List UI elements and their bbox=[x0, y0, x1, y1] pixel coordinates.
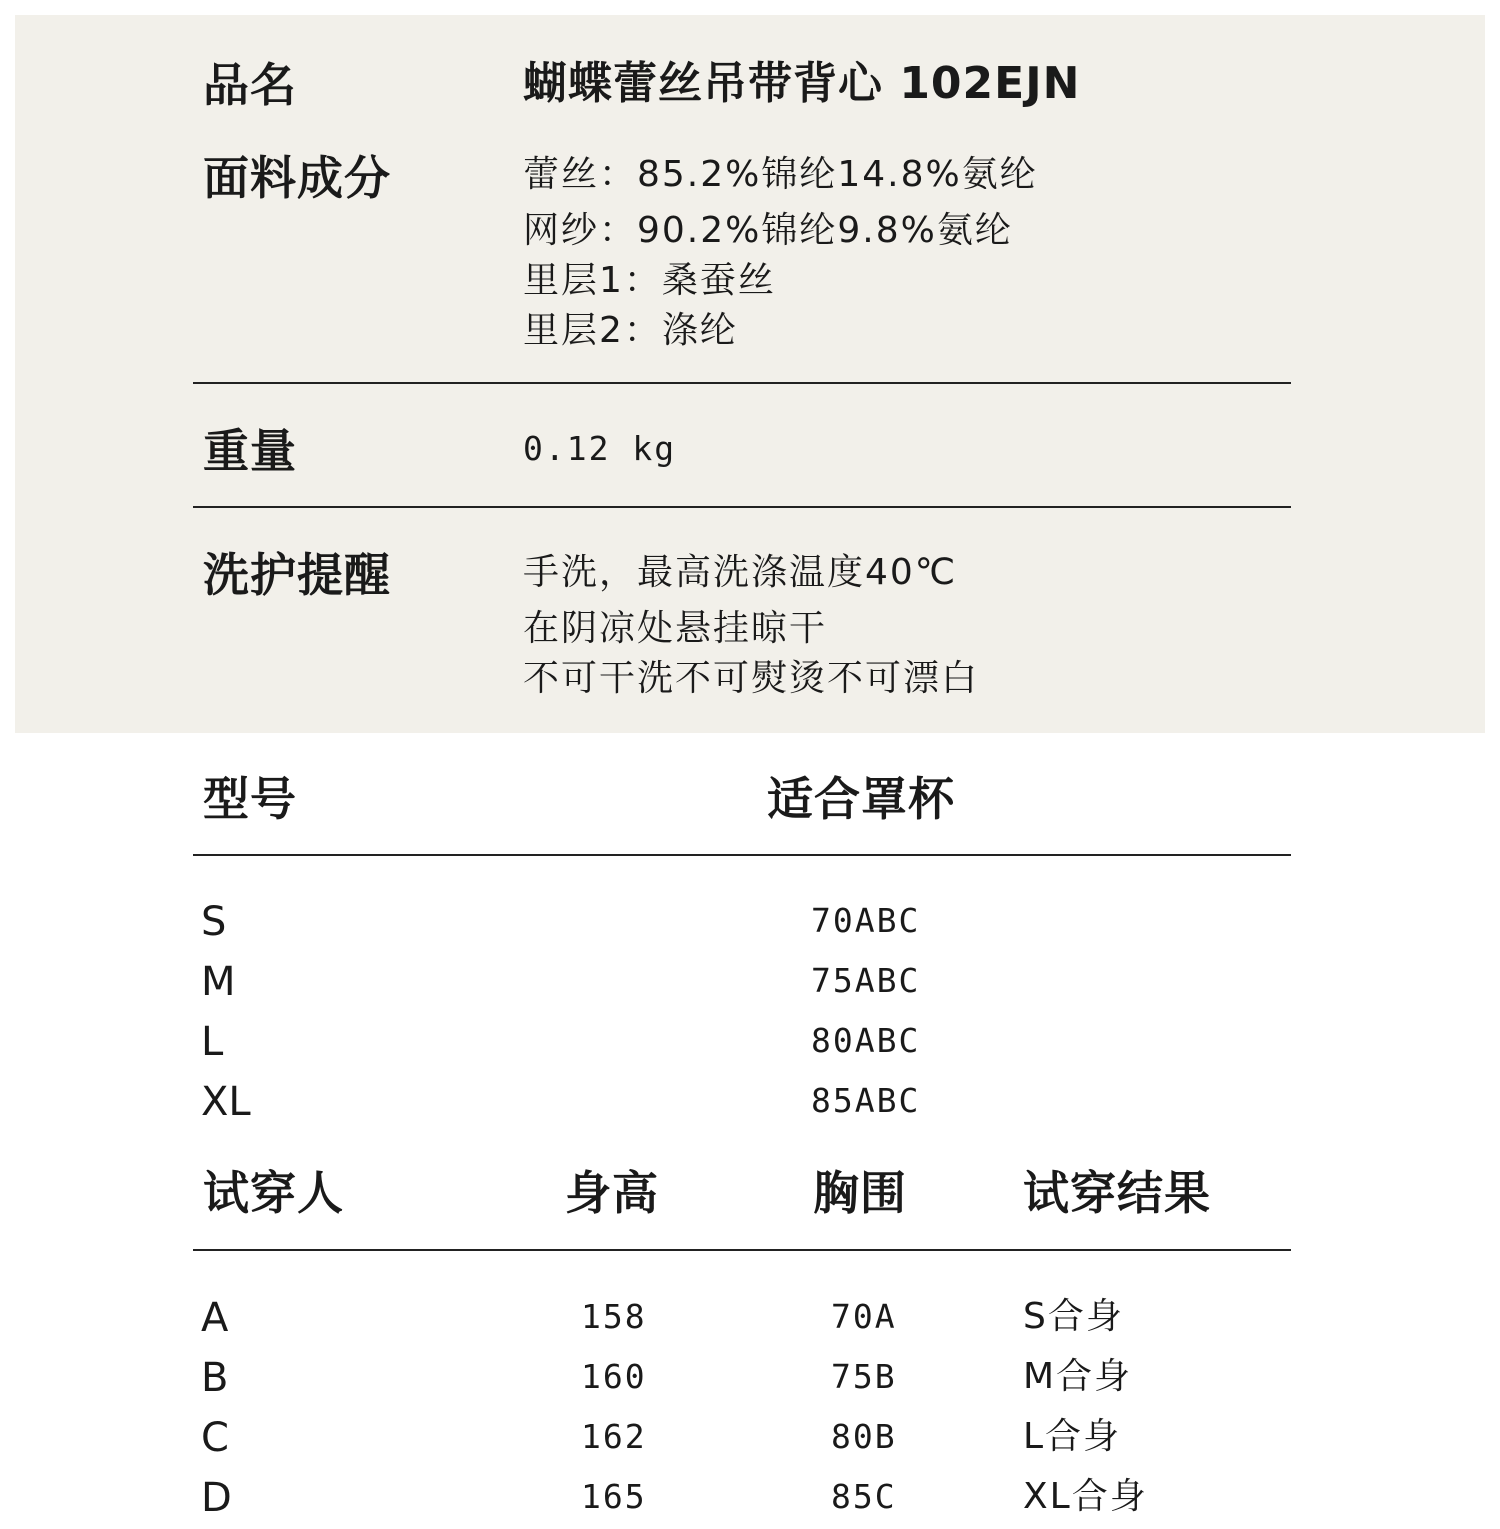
size-cell: XL bbox=[201, 1079, 251, 1125]
cup-cell: 75ABC bbox=[811, 961, 921, 1000]
bust-header: 胸围 bbox=[813, 1166, 907, 1220]
divider bbox=[193, 1249, 1291, 1251]
result-cell: L合身 bbox=[1023, 1416, 1122, 1457]
cup-cell: 80ABC bbox=[811, 1021, 921, 1060]
result-cell: M合身 bbox=[1023, 1356, 1133, 1397]
person-cell: C bbox=[201, 1415, 229, 1461]
fabric-line: 里层2：涤纶 bbox=[523, 310, 738, 351]
size-cell: S bbox=[201, 899, 227, 945]
fabric-line: 里层1：桑蚕丝 bbox=[523, 260, 776, 301]
product-name-value: 蝴蝶蕾丝吊带背心 102EJN bbox=[523, 58, 1081, 109]
person-cell: A bbox=[201, 1295, 229, 1341]
bust-cell: 80B bbox=[831, 1417, 897, 1456]
bust-cell: 75B bbox=[831, 1357, 897, 1396]
divider bbox=[193, 382, 1291, 384]
result-header: 试穿结果 bbox=[1023, 1166, 1211, 1220]
result-cell: XL合身 bbox=[1023, 1476, 1148, 1517]
result-cell: S合身 bbox=[1023, 1296, 1124, 1337]
height-header: 身高 bbox=[565, 1166, 659, 1220]
cup-header: 适合罩杯 bbox=[767, 772, 955, 826]
weight-value: 0.12 kg bbox=[523, 429, 677, 468]
bust-cell: 70A bbox=[831, 1297, 897, 1336]
care-line: 在阴凉处悬挂晾干 bbox=[523, 608, 828, 649]
fabric-label: 面料成分 bbox=[203, 151, 391, 205]
divider bbox=[193, 506, 1291, 508]
product-name-label: 品名 bbox=[203, 58, 297, 112]
care-line: 不可干洗不可熨烫不可漂白 bbox=[523, 658, 980, 699]
cup-cell: 70ABC bbox=[811, 901, 921, 940]
weight-label: 重量 bbox=[203, 424, 297, 478]
size-header: 型号 bbox=[203, 772, 297, 826]
care-line: 手洗，最高洗涤温度40℃ bbox=[523, 552, 958, 593]
person-cell: D bbox=[201, 1475, 232, 1521]
care-label: 洗护提醒 bbox=[203, 548, 391, 602]
fabric-line: 蕾丝：85.2%锦纶14.8%氨纶 bbox=[523, 154, 1038, 195]
height-cell: 158 bbox=[581, 1297, 647, 1336]
size-cell: M bbox=[201, 959, 236, 1005]
person-cell: B bbox=[201, 1355, 229, 1401]
bust-cell: 85C bbox=[831, 1477, 897, 1516]
fabric-line: 网纱：90.2%锦纶9.8%氨纶 bbox=[523, 210, 1013, 251]
height-cell: 160 bbox=[581, 1357, 647, 1396]
person-header: 试穿人 bbox=[203, 1166, 344, 1220]
divider bbox=[193, 854, 1291, 856]
height-cell: 162 bbox=[581, 1417, 647, 1456]
size-cell: L bbox=[201, 1019, 224, 1065]
cup-cell: 85ABC bbox=[811, 1081, 921, 1120]
height-cell: 165 bbox=[581, 1477, 647, 1516]
